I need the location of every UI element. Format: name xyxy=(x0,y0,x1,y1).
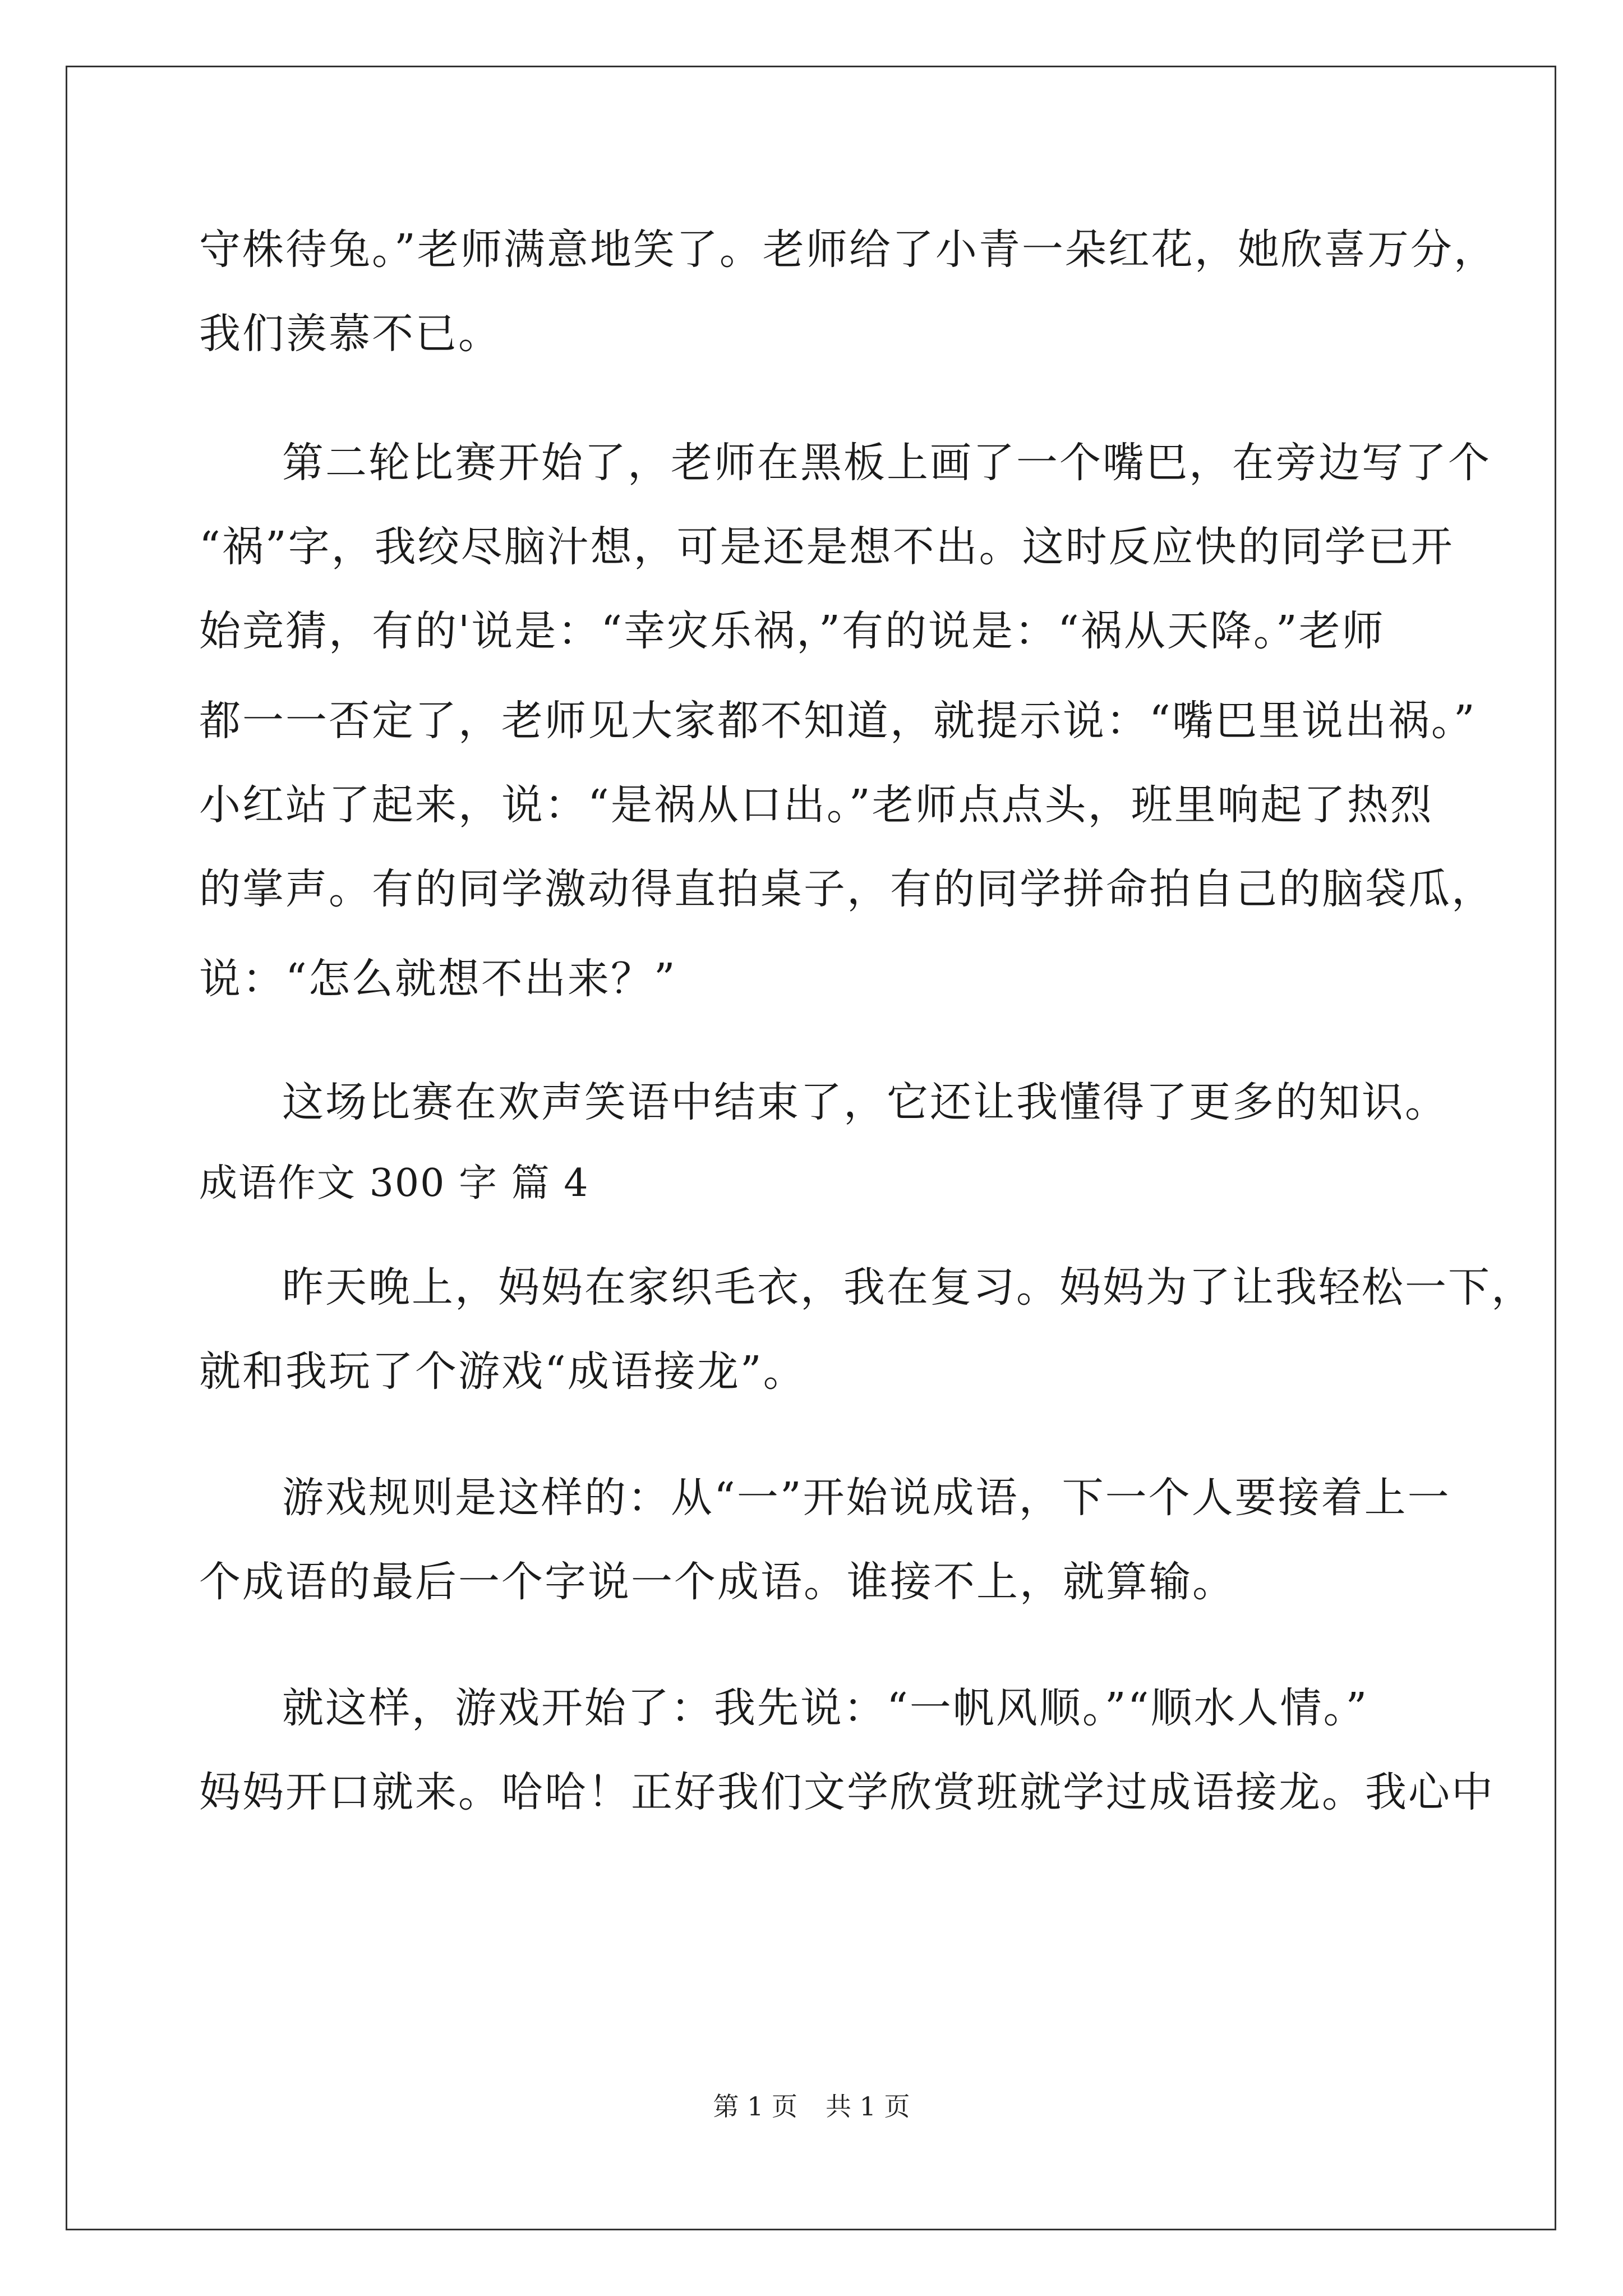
page-border xyxy=(66,66,1556,2230)
paragraph-start: 这场比赛在欢声笑语中结束了，它还让我懂得了更多的知识。 xyxy=(282,1078,1448,1126)
paragraph-start: 就这样，游戏开始了：我先说：“一帆风顺。”“顺水人情。” xyxy=(282,1684,1369,1732)
text-line: 就和我玩了个游戏“成语接龙”。 xyxy=(199,1347,806,1396)
text-line: 都一一否定了，老师见大家都不知道，就提示说：“嘴巴里说出祸。” xyxy=(199,697,1477,745)
section-heading: 成语作文 300 字 篇 4 xyxy=(199,1161,589,1205)
text-line: 我们羡慕不已。 xyxy=(199,310,501,358)
text-line: 小红站了起来，说：“是祸从口出。”老师点点头，班里响起了热烈 xyxy=(199,781,1433,829)
page-total: 共 1 页 xyxy=(826,2091,910,2122)
page-number: 第 1 页 xyxy=(713,2091,797,2122)
paragraph-start: 昨天晚上，妈妈在家织毛衣，我在复习。妈妈为了让我轻松一下， xyxy=(282,1263,1534,1312)
text-line: 守株待兔。”老师满意地笑了。老师给了小青一朵红花，她欣喜万分， xyxy=(199,226,1497,274)
paragraph-start: 第二轮比赛开始了，老师在黑板上画了一个嘴巴，在旁边写了个 xyxy=(282,439,1491,487)
text-line: 妈妈开口就来。哈哈！正好我们文学欣赏班就学过成语接龙。我心中 xyxy=(199,1768,1495,1816)
text-line: 的掌声。有的同学激动得直拍桌子，有的同学拼命拍自己的脑袋瓜， xyxy=(199,865,1495,913)
page-footer xyxy=(0,2090,1623,2123)
text-line: 说：“怎么就想不出来？” xyxy=(199,955,677,1003)
paragraph-start: 游戏规则是这样的：从“一”开始说成语，下一个人要接着上一 xyxy=(282,1474,1451,1522)
text-line: 个成语的最后一个字说一个成语。谁接不上，就算输。 xyxy=(199,1558,1235,1606)
text-line: 始竞猜，有的'说是：“幸灾乐祸，”有的说是：“祸从天降。”老师 xyxy=(199,607,1385,655)
text-line: “祸”字，我绞尽脑汁想，可是还是想不出。这时反应快的同学已开 xyxy=(199,523,1454,571)
